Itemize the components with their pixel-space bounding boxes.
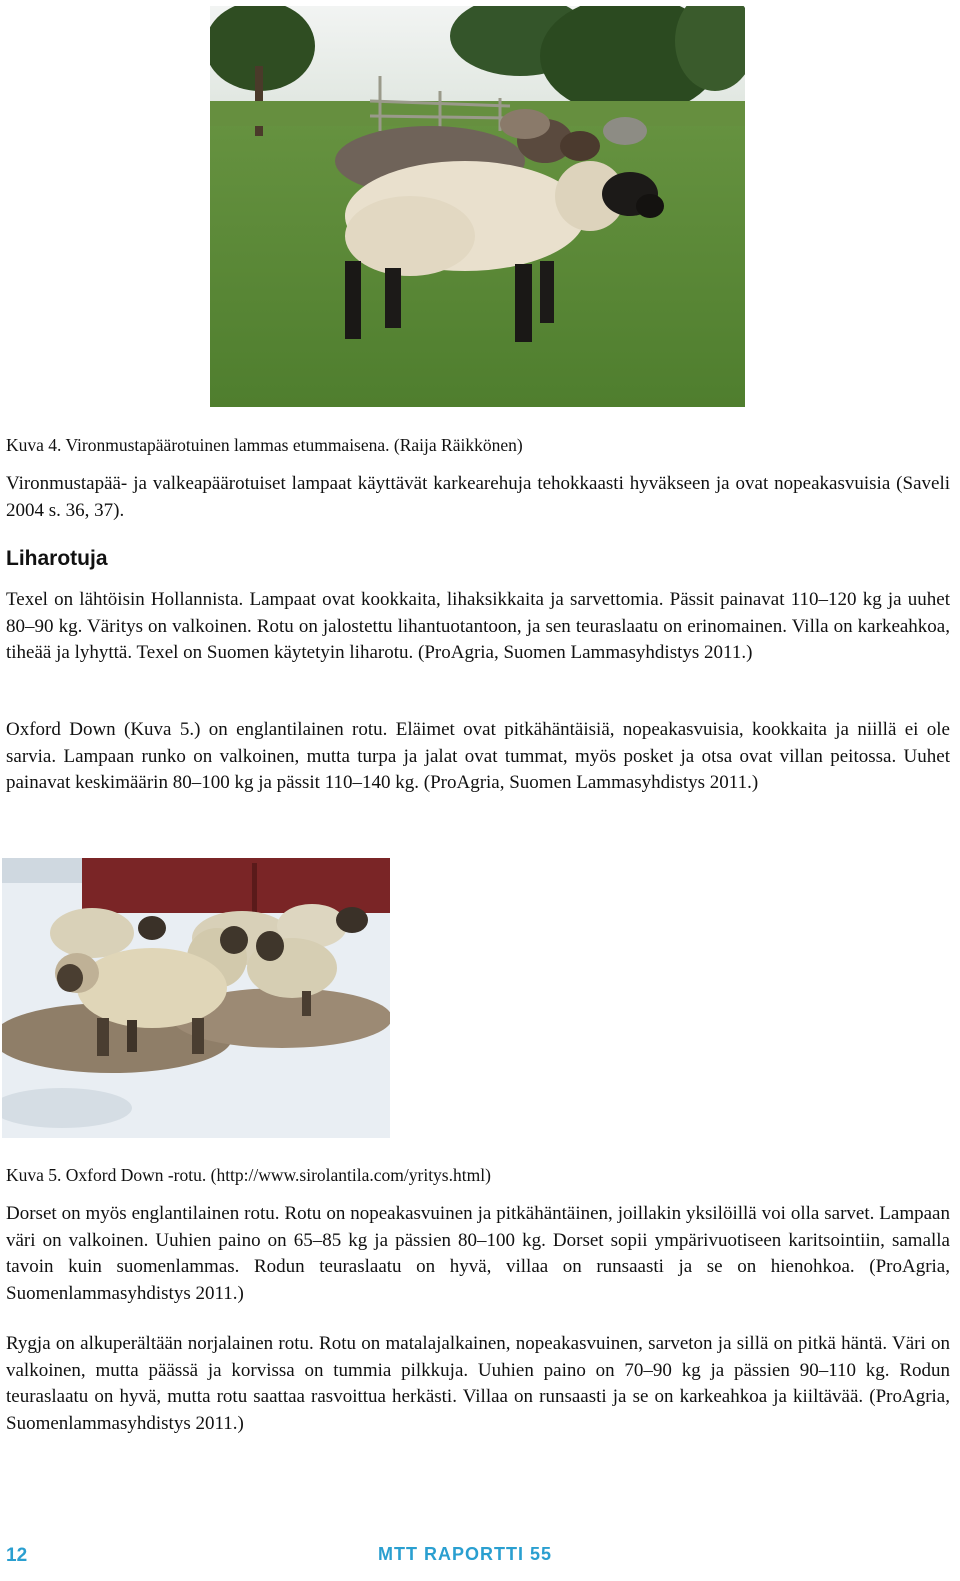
section-heading: Liharotuja	[6, 547, 108, 570]
paragraph-text: Rygja on alkuperältään norjalainen rotu. Rotu on matalajalkainen, nopeakasvuinen, sarveton ja sillä on pitkä häntä. Väri on valkoinen, mutta päässä ja korvissa on tummia pilkkuja. Uuhien paino on 70–90 kg ja pässien 90–110 kg. Rodun teuraslaatu on hyvä, mutta rotu saattaa rasvoittua herkästi. Villaa on runsaasti ja se on karkeahkoa ja kiiltävää. (ProAgria, Suomenlammasyhdistys 2011.)	[6, 1333, 950, 1434]
paragraph-text: Oxford Down (Kuva 5.) on englantilainen rotu. Eläimet ovat pitkähäntäisiä, nopeakasvuisia, kookkaita ja niillä ei ole sarvia. Lampaan runko on valkoinen, mutta turpa ja jalat ovat tummat, myös posket ja otsa ovat villan peitossa. Uuhet painavat keskimäärin 80–100 kg ja pässit 110–140 kg. (ProAgria, Suomen Lammasyhdistys 2011.)	[6, 719, 950, 793]
paragraph-text: Texel on lähtöisin Hollannista. Lampaat ovat kookkaita, lihaksikkaita ja sarvettomia. Pässit painavat 110–120 kg ja uuhet 80–90 kg. Väritys on valkoinen. Rotu on jalostettu lihantuotantoon, ja sen teuraslaatu on erinomainen. Villa on karkeahkoa, tiheää ja lyhyttä. Texel on Suomen käytetyin liharotu. (ProAgria, Suomen Lammasyhdistys 2011.)	[6, 589, 950, 663]
figure-caption: Kuva 4. Vironmustapäärotuinen lammas etummaisena. (Raija Räikkönen)	[6, 435, 523, 455]
publication-title: MTT RAPORTTI 55	[378, 1544, 553, 1564]
paragraph-text: Dorset on myös englantilainen rotu. Rotu on nopeakasvuinen ja pitkähäntäinen, joillakin yksilöillä voi olla sarvet. Lampaan väri on valkoinen. Uuhien paino on 65–85 kg ja pässien 80–100 kg. Dorset sopii ympärivuotiseen karitsointiin, samalla tavoin kuin suomenlammas. Rodun teuraslaatu on hyvä, villaa on runsaasti ja se on hienohkoa. (ProAgria, Suomenlammasyhdistys 2011.)	[6, 1203, 950, 1304]
photo-oxford-down-sheep	[2, 858, 390, 1138]
page-number: 12	[6, 1545, 28, 1566]
paragraph-text: Vironmustapää- ja valkeapäärotuiset lampaat käyttävät karkearehuja tehokkaasti hyväkseen ja ovat nopeakasvuisia (Saveli 2004 s. 36, 37).	[6, 473, 950, 521]
figure-caption: Kuva 5. Oxford Down -rotu. (http://www.sirolantila.com/yritys.html)	[6, 1165, 491, 1185]
photo-sheep-pasture	[210, 6, 745, 407]
